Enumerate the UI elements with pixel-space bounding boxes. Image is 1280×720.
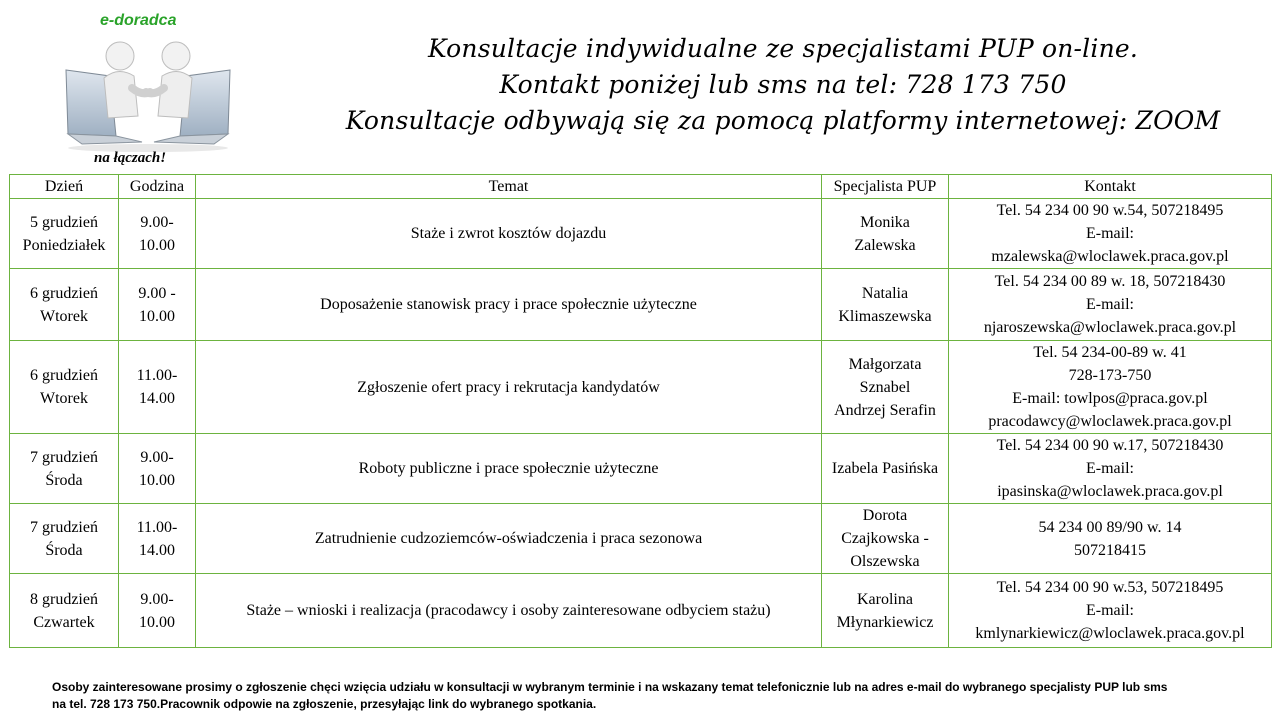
table-row xyxy=(10,504,1272,574)
header-contact: Kontakt xyxy=(949,175,1272,199)
footer-line-2: na tel. 728 173 750.Pracownik odpowie na zgłoszenie, przesyłając link do wybranego spotkania. xyxy=(52,697,597,711)
table-row xyxy=(10,269,1272,341)
cell-contact: Tel. 54 234-00-89 w. 41 728-173-750 E-mail: towlpos@praca.gov.pl pracodawcy@wloclawek.praca.gov.pl xyxy=(949,341,1272,434)
table-row xyxy=(10,199,1272,269)
cell-specialist: Małgorzata Sznabel Andrzej Serafin xyxy=(822,341,949,434)
cell-time: 9.00- 10.00 xyxy=(119,434,196,504)
table-row xyxy=(10,434,1272,504)
heading-line-2: Kontakt poniżej lub sms na tel: 728 173 750 xyxy=(499,70,1067,99)
cell-day: 7 grudzień Środa xyxy=(10,504,119,574)
cell-day: 6 grudzień Wtorek xyxy=(10,269,119,341)
cell-day: 7 grudzień Środa xyxy=(10,434,119,504)
cell-specialist: Natalia Klimaszewska xyxy=(822,269,949,341)
cell-topic: Doposażenie stanowisk pracy i prace społecznie użyteczne xyxy=(196,269,822,341)
cell-time: 11.00- 14.00 xyxy=(119,504,196,574)
footer-note xyxy=(52,679,1262,713)
logo-title: e-doradca xyxy=(100,12,177,29)
cell-topic: Zgłoszenie ofert pracy i rekrutacja kandydatów xyxy=(196,341,822,434)
cell-specialist: Dorota Czajkowska - Olszewska xyxy=(822,504,949,574)
consultation-schedule-table xyxy=(9,174,1272,648)
cell-day: 5 grudzień Poniedziałek xyxy=(10,199,119,269)
cell-contact: Tel. 54 234 00 90 w.17, 507218430 E-mail: ipasinska@wloclawek.praca.gov.pl xyxy=(949,434,1272,504)
cell-day: 8 grudzień Czwartek xyxy=(10,574,119,648)
cell-time: 9.00- 10.00 xyxy=(119,199,196,269)
cell-contact: 54 234 00 89/90 w. 14 507218415 xyxy=(949,504,1272,574)
cell-time: 11.00- 14.00 xyxy=(119,341,196,434)
table-row xyxy=(10,574,1272,648)
cell-contact: Tel. 54 234 00 90 w.54, 507218495 E-mail: mzalewska@wloclawek.praca.gov.pl xyxy=(949,199,1272,269)
header-time: Godzina xyxy=(119,175,196,199)
table-row xyxy=(10,341,1272,434)
cell-topic: Zatrudnienie cudzoziemców-oświadczenia i praca sezonowa xyxy=(196,504,822,574)
table-header-row xyxy=(10,175,1272,199)
e-doradca-logo xyxy=(58,8,238,170)
cell-topic: Staże – wnioski i realizacja (pracodawcy i osoby zainteresowane odbyciem stażu) xyxy=(196,574,822,648)
header-topic: Temat xyxy=(196,175,822,199)
header-day: Dzień xyxy=(10,175,119,199)
handshake-laptops-icon xyxy=(58,30,238,152)
cell-day: 6 grudzień Wtorek xyxy=(10,341,119,434)
page-heading xyxy=(288,31,1278,139)
cell-topic: Roboty publiczne i prace społecznie użyteczne xyxy=(196,434,822,504)
cell-topic: Staże i zwrot kosztów dojazdu xyxy=(196,199,822,269)
cell-time: 9.00- 10.00 xyxy=(119,574,196,648)
footer-line-1: Osoby zainteresowane prosimy o zgłoszenie chęci wzięcia udziału w konsultacji w wybranym terminie i na wskazany temat telefonicznie lub na adres e-mail do wybranego specjalisty PUP lub sms xyxy=(52,680,1168,694)
logo-tagline: na łączach! xyxy=(94,150,167,166)
cell-specialist: Monika Zalewska xyxy=(822,199,949,269)
cell-specialist: Izabela Pasińska xyxy=(822,434,949,504)
header-specialist: Specjalista PUP xyxy=(822,175,949,199)
heading-line-1: Konsultacje indywidualne ze specjalistami PUP on-line. xyxy=(427,34,1139,63)
cell-specialist: Karolina Młynarkiewicz xyxy=(822,574,949,648)
heading-line-3: Konsultacje odbywają się za pomocą platformy internetowej: ZOOM xyxy=(345,106,1221,135)
cell-time: 9.00 - 10.00 xyxy=(119,269,196,341)
cell-contact: Tel. 54 234 00 90 w.53, 507218495 E-mail: kmlynarkiewicz@wloclawek.praca.gov.pl xyxy=(949,574,1272,648)
cell-contact: Tel. 54 234 00 89 w. 18, 507218430 E-mail: njaroszewska@wloclawek.praca.gov.pl xyxy=(949,269,1272,341)
